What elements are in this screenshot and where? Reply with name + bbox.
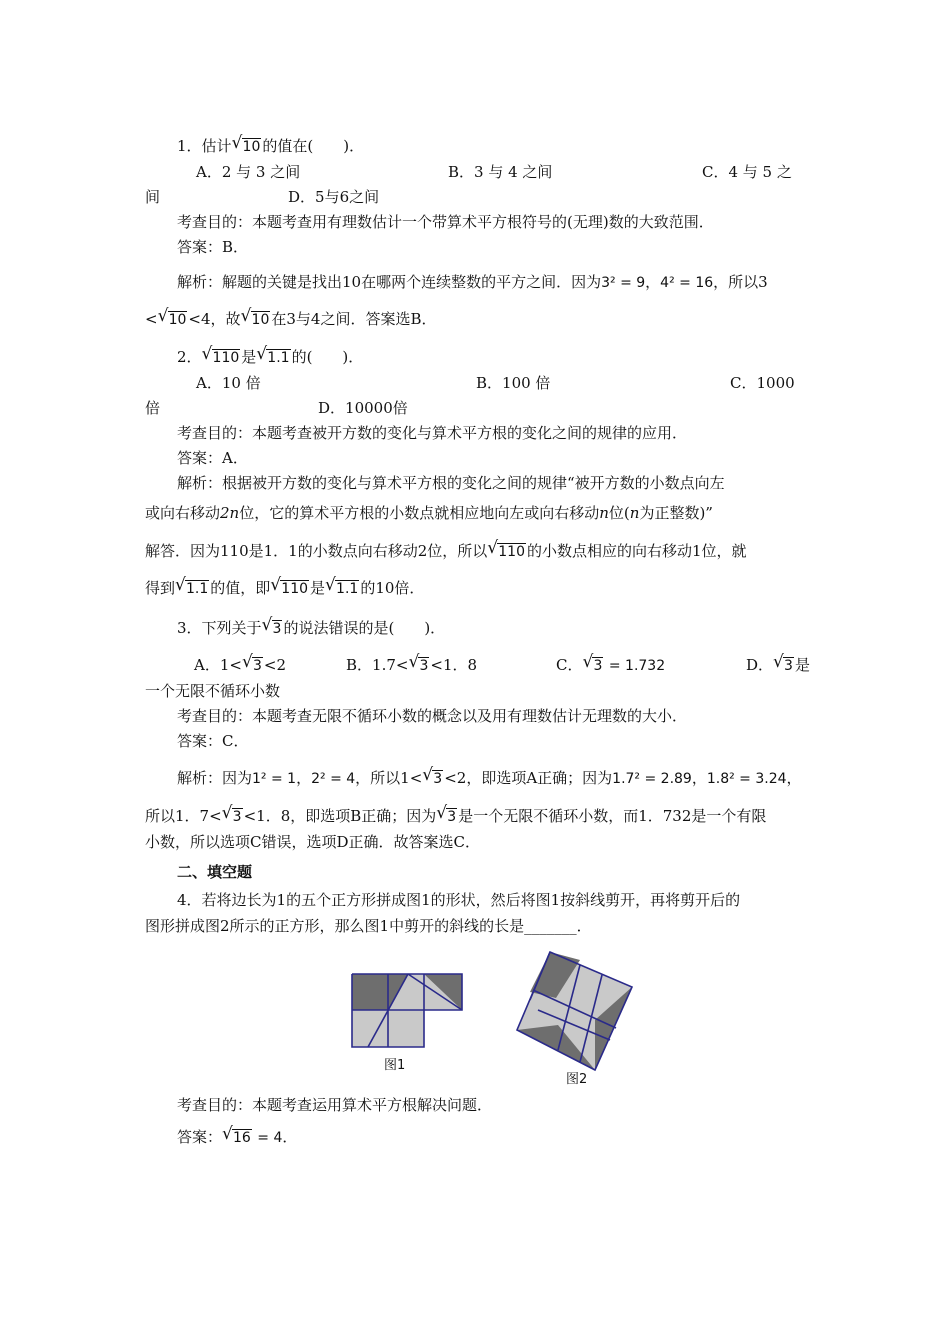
q3-answer: 答案：C． — [177, 732, 249, 750]
q2-analysis-line4: 得到√ 1.1 的值，即√ 110 是√ 1.1 的10倍． — [145, 578, 424, 599]
q3-option-a: A．1<√ 3 <2 — [194, 655, 286, 676]
q2-option-d: D．10000倍 — [318, 399, 408, 417]
q4-purpose: 考查目的：本题考查运用算术平方根解决问题． — [177, 1096, 493, 1114]
q4-stem-line2: 图形拼成图2所示的正方形，那么图1中剪开的斜线的长是_______． — [145, 917, 592, 935]
figure-1 — [352, 974, 462, 1047]
section-title-fill-blank: 二、填空题 — [177, 863, 253, 881]
q3-option-b: B．1.7<√ 3 <1．8 — [346, 655, 477, 676]
q2-analysis-line2: 或向右移动2n位，它的算术平方根的小数点就相应地向左或向右移动n位(n为正整数)” — [145, 504, 713, 522]
q2-option-b: B．100 倍 — [476, 374, 551, 392]
q1-purpose: 考查目的：本题考查用有理数估计一个带算术平方根符号的(无理)数的大致范围． — [177, 213, 714, 231]
q3-option-c: C．√ 3 = 1.732 — [556, 655, 665, 676]
q1-option-b: B．3 与 4 之间 — [448, 163, 553, 181]
q1-option-a: A．2 与 3 之间 — [196, 163, 301, 181]
q2-option-c: C．1000 — [730, 374, 795, 392]
q3-option-d-cont: 一个无限不循环小数 — [145, 682, 281, 700]
q1-option-c-cont: 间 — [145, 188, 161, 206]
q3-analysis-line1: 解析：因为1² = 1，2² = 4，所以1<√ 3 <2，即选项A正确；因为1.7² = 2.89，1.8² = 3.24， — [177, 768, 802, 789]
fig2-caption: 图2 — [566, 1072, 588, 1087]
q1-stem: 1．估计√ 10 的值在( )． — [177, 136, 364, 157]
fig1-caption: 图1 — [384, 1058, 406, 1073]
q2-option-c-cont: 倍 — [145, 399, 161, 417]
q4-answer: 答案：√ 16 = 4． — [177, 1127, 297, 1148]
q2-purpose: 考查目的：本题考查被开方数的变化与算术平方根的变化之间的规律的应用． — [177, 424, 688, 442]
q3-purpose: 考查目的：本题考查无限不循环小数的概念以及用有理数估计无理数的大小． — [177, 707, 688, 725]
q3-option-d: D．√ 3 是 — [746, 655, 810, 676]
figure-2 — [517, 952, 632, 1070]
q2-analysis-line3: 解答．因为110是1．1的小数点向右移动2位，所以√ 110 的小数点相应的向右移动1位，就 — [145, 541, 747, 562]
q2-stem: 2．√ 110 是√ 1.1 的( )． — [177, 347, 363, 368]
q3-stem: 3．下列关于√ 3 的说法错误的是( )． — [177, 618, 445, 639]
q1-option-c: C．4 与 5 之 — [702, 163, 792, 181]
fig1-dark-square — [352, 974, 388, 1010]
q2-analysis-line1: 解析：根据被开方数的变化与算术平方根的变化之间的规律“被开方数的小数点向左 — [177, 474, 725, 492]
q1-analysis-line2: <√ 10 <4，故√ 10 在3与4之间．答案选B． — [145, 309, 436, 330]
sqrt-10: √ 10 — [233, 136, 262, 157]
q4-stem-line1: 4．若将边长为1的五个正方形拼成图1的形状，然后将图1按斜线剪开，再将剪开后的 — [177, 891, 741, 909]
q1-answer: 答案：B． — [177, 238, 249, 256]
q2-option-a: A．10 倍 — [196, 374, 261, 392]
q3-analysis-line2: 所以1．7<√ 3 <1．8，即选项B正确；因为√ 3 是一个无限不循环小数，而1．732是一个有限 — [145, 806, 766, 827]
q3-analysis-line3: 小数，所以选项C错误，选项D正确．故答案选C． — [145, 833, 480, 851]
q1-analysis-line1: 解析：解题的关键是找出10在哪两个连续整数的平方之间．因为3² = 9，4² = 16，所以3 — [177, 273, 768, 291]
q2-answer: 答案：A． — [177, 449, 248, 467]
q1-option-d: D．5与6之间 — [288, 188, 380, 206]
